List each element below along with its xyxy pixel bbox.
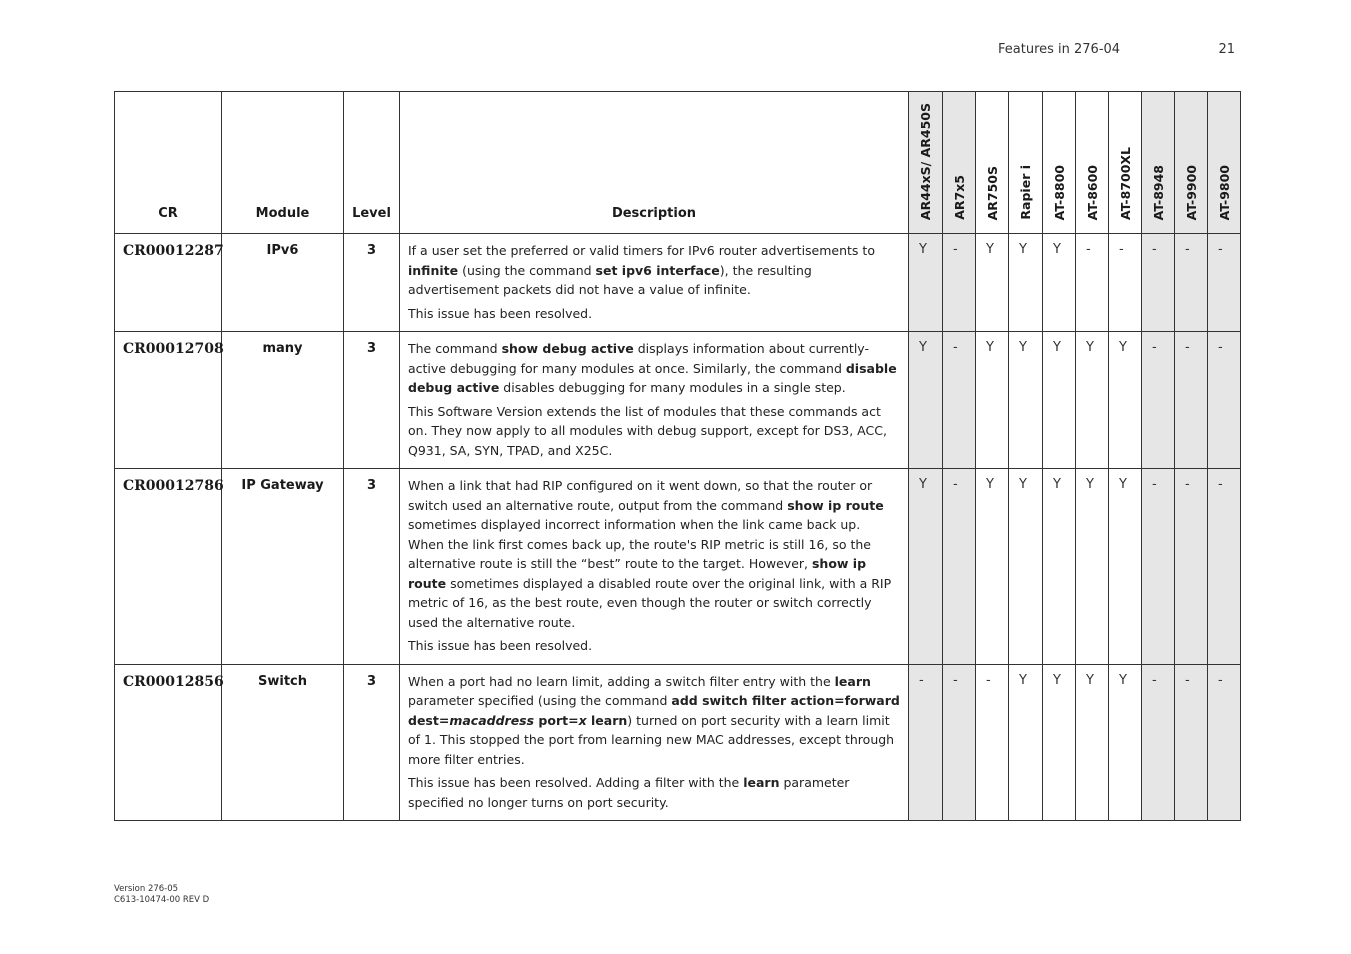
command-text: port= <box>534 712 579 728</box>
support-cell: Y <box>1009 664 1043 821</box>
cr-number: CR00012287 <box>115 234 222 332</box>
command-text: learn <box>834 673 871 689</box>
column-header-module: Module <box>222 92 344 234</box>
command-text: disable debug active <box>408 360 897 395</box>
support-cell: - <box>1175 664 1208 821</box>
command-text: show debug active <box>501 341 634 356</box>
column-header-product <box>976 92 1009 234</box>
support-cell: - <box>1175 469 1208 665</box>
product-name: AT-9800 <box>1216 164 1232 220</box>
support-cell: Y <box>976 469 1009 665</box>
document-code: C613-10474-00 REV D <box>114 895 210 905</box>
support-cell: - <box>1208 469 1241 665</box>
support-cell: - <box>1208 664 1241 821</box>
table-row <box>115 332 1241 469</box>
description-paragraph <box>408 241 900 300</box>
product-name: AT-8600 <box>1084 164 1100 220</box>
module-name: Switch <box>222 664 344 821</box>
column-header-product <box>1043 92 1076 234</box>
support-cell: Y <box>1043 234 1076 332</box>
command-text: set ipv6 interface <box>595 262 720 278</box>
level-value: 3 <box>344 664 400 821</box>
description-text: The command <box>408 341 502 356</box>
support-cell: Y <box>1109 664 1142 821</box>
description-paragraph <box>408 304 900 324</box>
description-paragraph <box>408 476 900 632</box>
description-text: displays information about currently-active debugging for many modules at once. Similarly, the command <box>408 341 869 376</box>
support-cell: - <box>1109 234 1142 332</box>
support-cell: Y <box>1043 469 1076 665</box>
description-text: sometimes displayed a disabled route over the original link, with a RIP metric of 16, as the best route, even though the router or switch correctly used the alternative route. <box>408 575 892 630</box>
description-text: ) turned on port security with a learn limit of 1. This stopped the port from learning new MAC addresses, except through more filter entries. <box>408 712 895 767</box>
table-row <box>115 469 1241 665</box>
column-header-product <box>1076 92 1109 234</box>
change-request-table <box>114 91 1241 821</box>
command-text: add switch filter action=forward dest= <box>408 693 900 728</box>
column-header-description: Description <box>400 92 909 234</box>
column-header-level: Level <box>344 92 400 234</box>
support-cell: Y <box>976 332 1009 469</box>
table-header-row <box>115 92 1241 234</box>
description-text: (using the command <box>458 262 596 278</box>
support-cell: - <box>1142 664 1175 821</box>
module-name: IPv6 <box>222 234 344 332</box>
support-cell: Y <box>1043 332 1076 469</box>
support-cell: - <box>943 469 976 665</box>
description-paragraph <box>408 402 900 461</box>
command-text: learn <box>743 775 780 790</box>
description-cell <box>400 332 909 469</box>
product-name: AR750S <box>984 165 1000 220</box>
command-text <box>579 713 587 728</box>
page-number: 21 <box>1218 42 1235 57</box>
column-header-product <box>1142 92 1175 234</box>
column-header-product <box>909 92 943 234</box>
support-cell: Y <box>1009 332 1043 469</box>
page-header <box>998 42 1238 60</box>
support-cell: Y <box>976 234 1009 332</box>
product-name: AT-8700XL <box>1117 147 1133 220</box>
support-cell: - <box>1076 234 1109 332</box>
description-text: When a link that had RIP configured on it went down, so that the router or switch used an alternative route, output from the command <box>408 478 873 513</box>
description-text: disables debugging for many modules in a single step. <box>499 380 846 395</box>
description-paragraph <box>408 773 900 812</box>
description-text: When a port had no learn limit, adding a switch filter entry with the <box>408 673 835 689</box>
support-cell: Y <box>1043 664 1076 821</box>
description-cell <box>400 469 909 665</box>
description-text: This issue has been resolved. <box>408 305 593 321</box>
module-name: many <box>222 332 344 469</box>
product-name: AR7x5 <box>951 175 967 220</box>
support-cell: - <box>909 664 943 821</box>
column-header-cr: CR <box>115 92 222 234</box>
level-value: 3 <box>344 469 400 665</box>
description-text: x <box>578 712 587 728</box>
level-value: 3 <box>344 332 400 469</box>
table-body <box>115 234 1241 821</box>
description-text: If a user set the preferred or valid timers for IPv6 router advertisements to <box>408 243 875 258</box>
description-text: macaddress <box>449 712 535 728</box>
command-text <box>449 713 534 728</box>
support-cell: - <box>1142 234 1175 332</box>
product-name: AT-9900 <box>1183 164 1199 220</box>
support-cell: - <box>1175 234 1208 332</box>
support-cell: - <box>943 332 976 469</box>
command-text: infinite <box>408 262 459 278</box>
cr-number: CR00012786 <box>115 469 222 665</box>
description-paragraph <box>408 672 900 770</box>
product-name: AT-8800 <box>1051 164 1067 220</box>
support-cell: - <box>1208 332 1241 469</box>
product-name: Rapier i <box>1018 165 1033 220</box>
table-row <box>115 664 1241 821</box>
description-cell <box>400 664 909 821</box>
support-cell: - <box>1208 234 1241 332</box>
support-cell: Y <box>1109 332 1142 469</box>
column-header-product <box>1175 92 1208 234</box>
description-text: This issue has been resolved. Adding a filter with the <box>408 775 744 790</box>
support-cell: - <box>1175 332 1208 469</box>
product-name: AT-8948 <box>1150 164 1166 220</box>
description-text: ), the resulting advertisement packets did not have a value of infinite. <box>408 262 812 297</box>
level-value: 3 <box>344 234 400 332</box>
support-cell: - <box>1142 469 1175 665</box>
support-cell: Y <box>1109 469 1142 665</box>
command-text: learn <box>586 712 628 728</box>
description-text: This Software Version extends the list of modules that these commands act on. They now apply to all modules with debug support, except for DS3, ACC, Q931, SA, SYN, TPAD, and X25C. <box>408 403 887 458</box>
support-cell: Y <box>1076 469 1109 665</box>
description-text: parameter specified (using the command <box>408 693 672 708</box>
description-text: This issue has been resolved. <box>408 638 593 653</box>
product-name: AR44xS/ AR450S <box>918 102 933 220</box>
description-cell <box>400 234 909 332</box>
support-cell: Y <box>1076 332 1109 469</box>
command-text: show ip route <box>787 497 884 513</box>
support-cell: Y <box>909 234 943 332</box>
cr-number: CR00012856 <box>115 664 222 821</box>
description-text: sometimes displayed incorrect information when the link came back up. When the link first comes back up, the route's RIP metric is still 16, so the alternative route is still the “best” route to the target. However, <box>408 517 872 571</box>
command-text: show ip route <box>408 556 867 591</box>
table-row <box>115 234 1241 332</box>
description-paragraph <box>408 636 900 656</box>
column-header-product <box>1109 92 1142 234</box>
module-name: IP Gateway <box>222 469 344 665</box>
support-cell: - <box>1142 332 1175 469</box>
support-cell: Y <box>909 469 943 665</box>
version-label: Version 276-05 <box>114 884 179 894</box>
column-header-product <box>1009 92 1043 234</box>
section-title: Features in 276-04 <box>998 42 1121 57</box>
support-cell: - <box>976 664 1009 821</box>
support-cell: Y <box>909 332 943 469</box>
description-text: parameter specified no longer turns on port security. <box>408 775 850 810</box>
column-header-product <box>1208 92 1241 234</box>
page-footer <box>114 884 209 906</box>
description-paragraph <box>408 339 900 398</box>
support-cell: Y <box>1009 469 1043 665</box>
cr-number: CR00012708 <box>115 332 222 469</box>
support-cell: Y <box>1009 234 1043 332</box>
support-cell: - <box>943 664 976 821</box>
support-cell: Y <box>1076 664 1109 821</box>
column-header-product <box>943 92 976 234</box>
support-cell: - <box>943 234 976 332</box>
